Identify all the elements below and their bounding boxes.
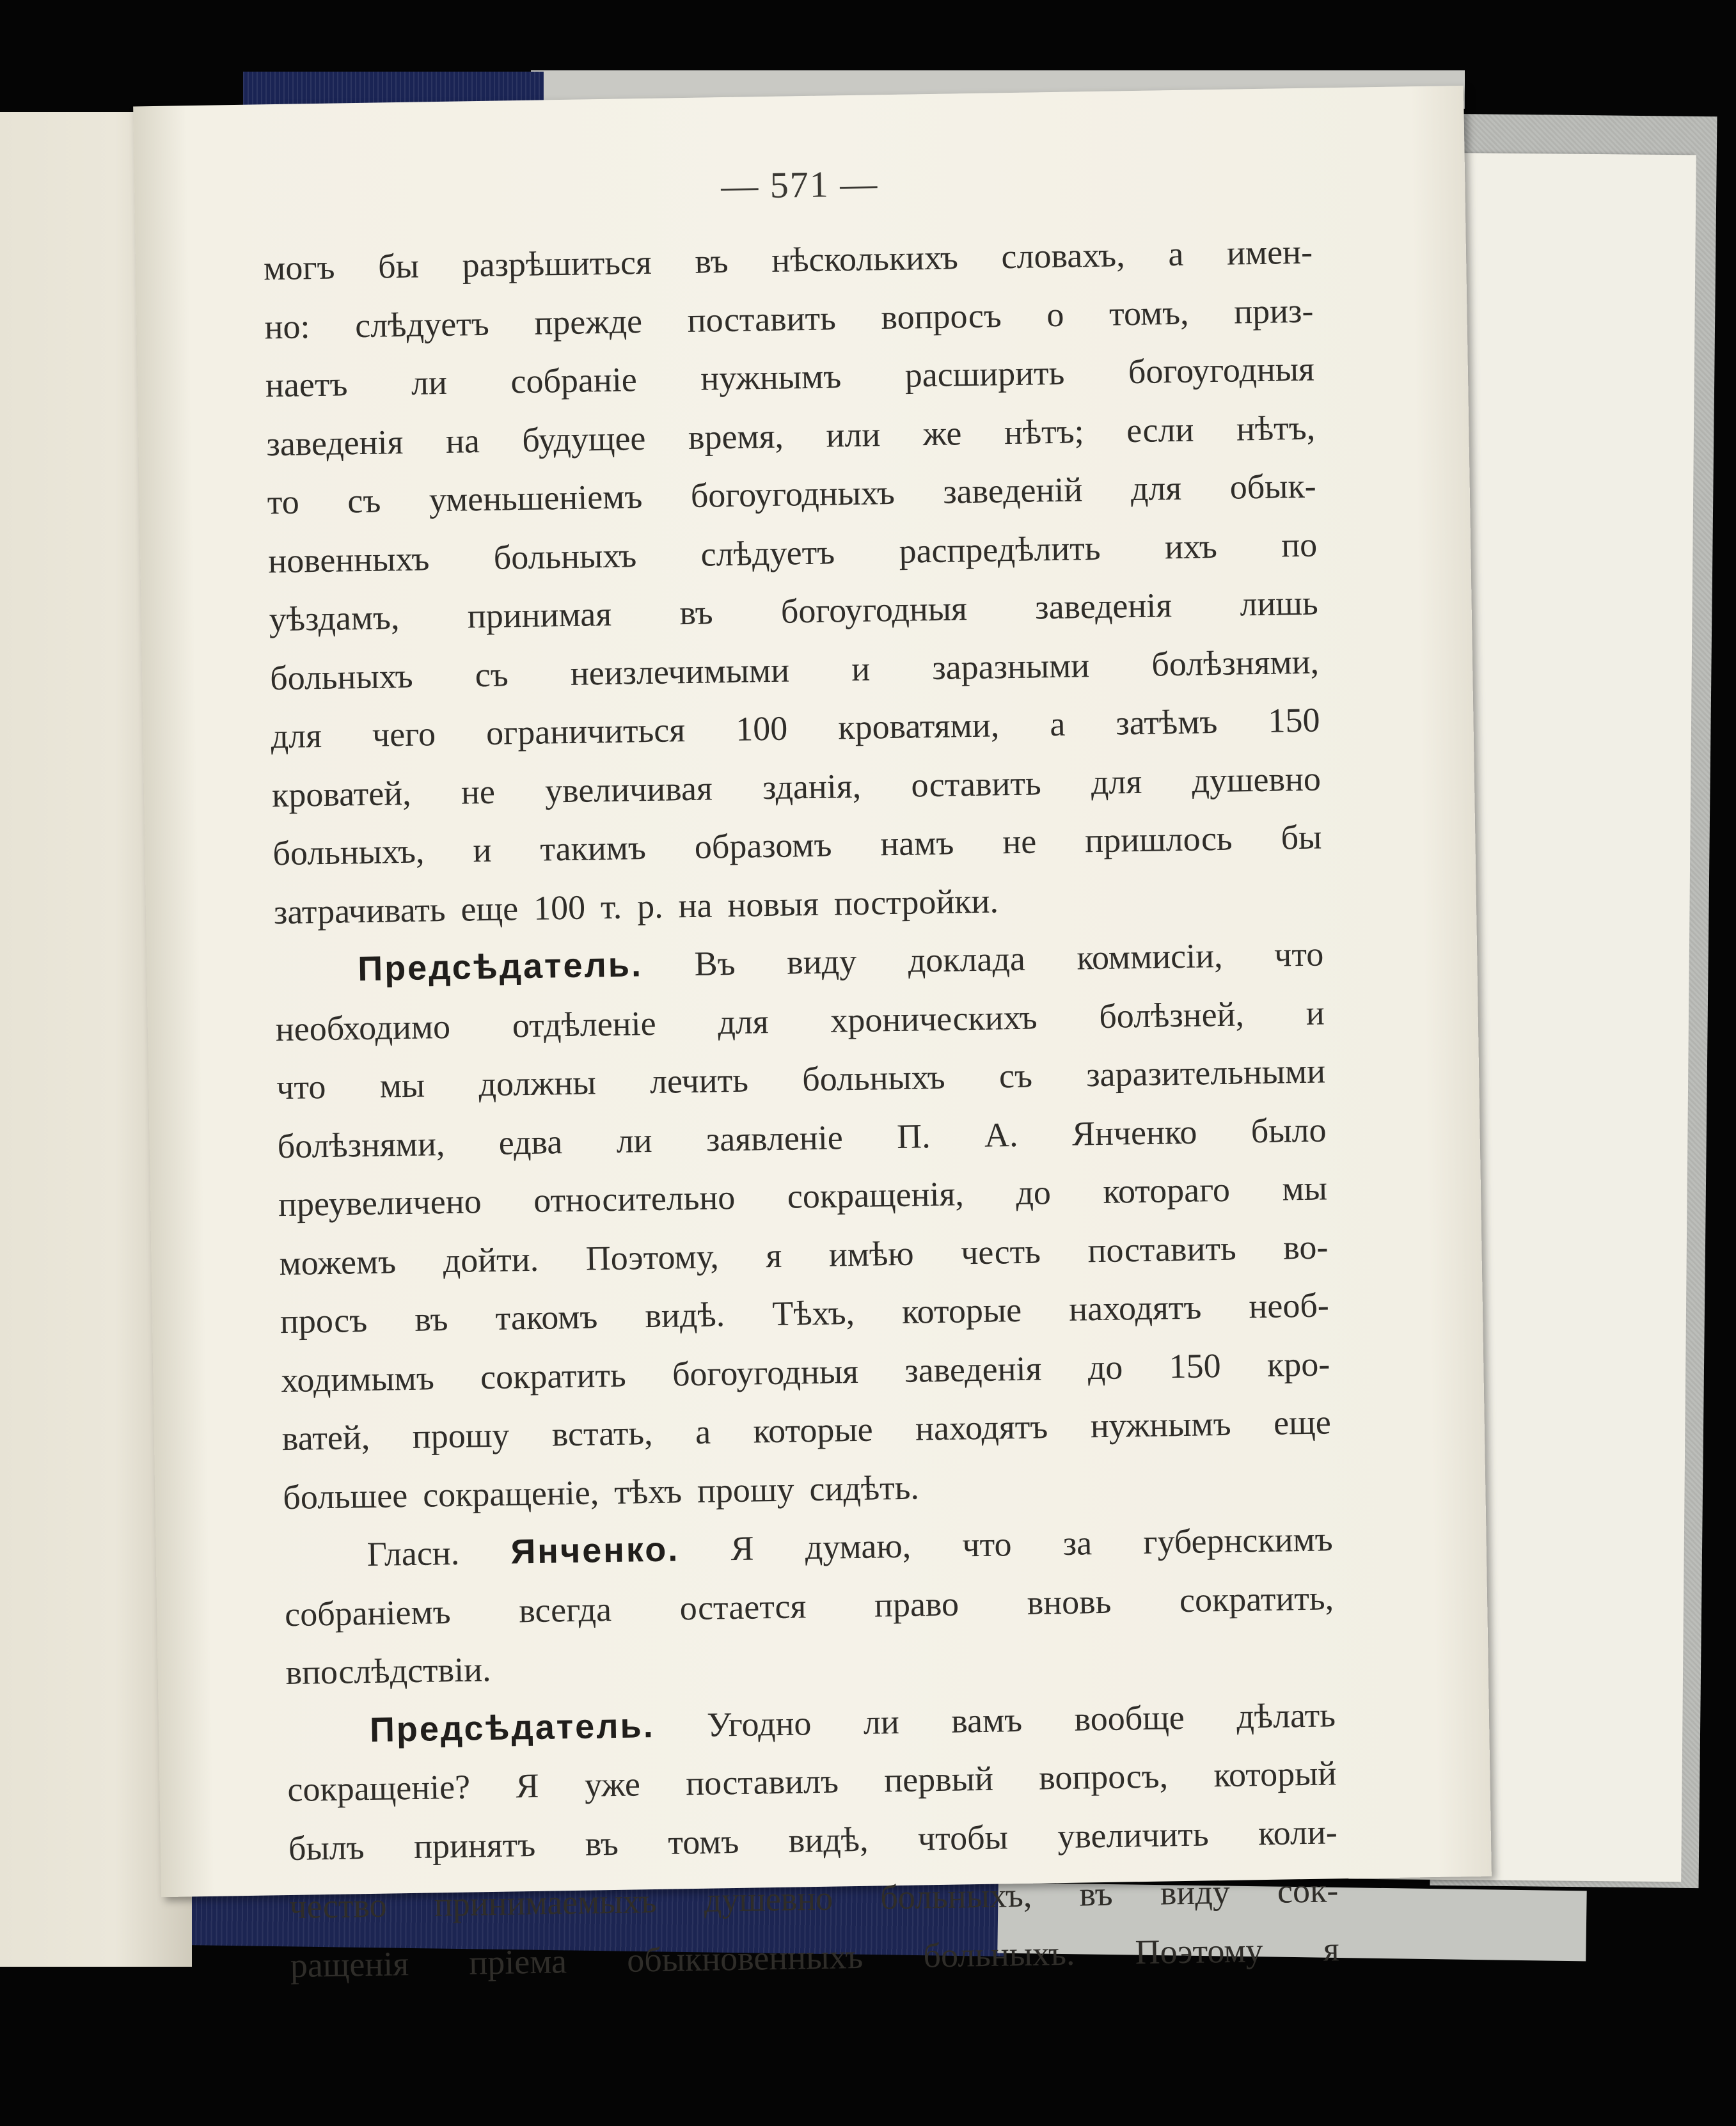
word: съ [347,481,381,521]
word: и [1306,993,1325,1032]
word: собраніе [510,360,638,401]
word: преувеличено [278,1182,482,1224]
word: заведенія [1034,586,1172,627]
word: виду [1160,1872,1231,1912]
word: съ [475,654,509,694]
word: большее [282,1476,408,1516]
word: постройки. [833,881,999,922]
word: поставить [1087,1229,1237,1270]
word: душевно [704,1878,833,1919]
word: но: [264,306,310,346]
word: прошу [412,1415,510,1456]
word: который [1213,1754,1337,1795]
word: котораго [1102,1170,1231,1211]
word: вопросъ [880,295,1002,336]
word: уменьшеніемъ [429,477,643,519]
word: тѣхъ [613,1471,683,1511]
word: въ [679,593,713,633]
word: чество [288,1886,388,1926]
word: пришлось [1084,819,1233,860]
word: просъ [280,1300,368,1341]
word: больныхъ [493,535,637,577]
word: сокращеніе? [287,1767,471,1809]
word: для [717,1002,769,1041]
word: право [874,1584,959,1625]
word: будущее [521,418,646,459]
word: что [276,1067,326,1107]
word: распредѣлить [899,528,1101,571]
speaker-name: Предсѣдатель. [369,1706,656,1749]
word: не [461,772,496,812]
word: относительно [533,1177,736,1220]
word: видѣ. [644,1295,725,1335]
word: заразительными [1085,1051,1326,1094]
word: а [695,1412,711,1451]
document-page [133,86,1492,1985]
word: можемъ [279,1241,397,1282]
word: мы [379,1066,425,1105]
word: Поэтому [1135,1930,1263,1971]
word: душевно [1191,759,1322,800]
word: ихъ [1164,526,1218,566]
word: хроническихъ [830,997,1038,1040]
word: 100 [735,709,788,748]
word: едва [498,1122,563,1162]
word: Я [730,1529,754,1568]
word: еще [461,888,519,929]
word: больныхъ. [923,1933,1075,1974]
word: остается [679,1586,807,1627]
word: сок- [1277,1871,1339,1910]
speaker-name: Предсѣдатель. [357,945,643,989]
word: прошу [697,1470,794,1510]
word: вообще [1074,1697,1185,1738]
word: что [1274,934,1324,974]
word: больныхъ, [880,1875,1032,1917]
word: заведенія [904,1348,1042,1390]
word: дойти. [443,1240,539,1280]
word: которые [901,1290,1022,1331]
word: бы [1281,817,1322,857]
word: еще [1273,1403,1332,1442]
word: зданія, [762,766,862,807]
word: Угодно [706,1703,812,1744]
word: больныхъ [801,1057,946,1099]
word: думаю, [805,1526,911,1567]
word: мы [1282,1169,1328,1208]
word: то [267,482,300,522]
word: лечить [649,1060,749,1101]
word: наетъ [265,365,348,405]
word: не [1002,822,1037,862]
word: поставилъ [685,1761,839,1803]
word: впослѣдствіи. [285,1650,491,1692]
word: встать, [551,1413,653,1454]
word: А. [984,1115,1018,1154]
word: заявленіе [706,1117,844,1159]
word: кроватями, [837,705,1000,747]
word: сокращенія, [787,1174,965,1216]
word: находятъ [1068,1287,1202,1328]
word: Я [515,1766,539,1806]
word: на [678,885,713,925]
word: по [1281,525,1318,564]
word: заведенія [265,422,404,463]
word: кроватей, [271,773,412,814]
word: сокращеніе, [422,1472,599,1515]
word: бы [377,246,420,286]
word: ходимымъ [280,1358,435,1399]
word: находятъ [915,1407,1048,1448]
word: болѣзнями, [1151,642,1320,684]
speaker-title: Гласн. [367,1533,460,1574]
word: имен- [1226,232,1313,272]
word: нѣтъ, [1236,408,1316,448]
word: сократить [480,1355,627,1396]
word: сократить, [1179,1578,1334,1619]
word: богоугодныя [780,589,968,631]
word: первый [883,1759,994,1800]
word: уже [584,1765,641,1804]
word: заразными [931,645,1090,687]
word: вамъ [951,1700,1023,1740]
word: на [445,421,480,461]
word: 150 [1267,700,1320,740]
word: новыя [727,884,819,924]
word: богоугодныя [672,1351,859,1394]
word: въ [1079,1874,1114,1914]
word: такимъ [539,828,647,869]
word: уѣздамъ, [269,598,400,639]
word: собраніемъ [284,1592,452,1634]
word: ли [616,1121,652,1160]
word: для [271,716,322,756]
word: время, [688,416,784,457]
word: отдѣленіе [512,1004,656,1044]
word: коли- [1258,1812,1338,1852]
word: честь [960,1231,1041,1272]
word: имѣю [828,1234,915,1274]
word: должны [478,1063,597,1104]
word: во- [1282,1227,1329,1266]
word: и [472,830,492,870]
word: увеличивая [544,768,713,810]
word: было [1251,1110,1327,1150]
word: я [765,1236,782,1275]
word: съ [998,1056,1033,1096]
word: нужнымъ [1090,1404,1232,1445]
word: ли [863,1702,900,1742]
word: расширить [904,353,1065,395]
word: принимаемыхъ [434,1882,657,1924]
word: пріема [468,1941,567,1982]
word: образомъ [694,825,832,866]
word: или [825,414,881,455]
word: затрачивать [273,890,446,931]
word: намъ [880,823,954,863]
speaker-name: Янченко. [510,1530,680,1571]
word: коммисіи, [1076,936,1223,977]
word: для [1130,468,1182,508]
word: ограничиться [485,711,686,752]
word: до [1087,1347,1123,1387]
word: въ [585,1823,619,1863]
word: принятъ [413,1825,536,1866]
word: слѣдуетъ [700,532,835,574]
word: Янченко [1071,1112,1197,1153]
word: оставить [910,763,1042,805]
word: вновь [1027,1582,1112,1622]
word: т. [600,887,622,926]
word: богоугодныя [1128,349,1315,391]
word: которые [753,1410,874,1451]
word: поставить [687,298,837,340]
word: что [961,1525,1012,1564]
word: обык- [1229,466,1317,507]
word: больныхъ, [272,831,425,873]
word: неизлечимыми [570,650,790,693]
word: прежде [533,301,643,342]
word: Тѣхъ, [771,1293,855,1334]
word: Въ [694,943,736,983]
word: могъ [263,248,335,288]
word: богоугодныхъ [690,473,896,515]
word: ватей, [281,1417,370,1458]
word: чего [372,714,436,754]
word: а [1049,704,1066,744]
word: нужнымъ [700,357,842,398]
word: такомъ [495,1297,598,1337]
word: а [1167,234,1184,274]
word: ли [411,363,448,402]
word: до [1015,1173,1052,1213]
word: Поэтому, [585,1236,720,1278]
word: виду [786,941,857,982]
word: томъ, [1109,293,1189,333]
word: я [1323,1929,1340,1969]
word: о [1046,295,1064,334]
word: видѣ, [788,1820,869,1860]
word: приз- [1233,291,1314,331]
word: нѣтъ; [1004,411,1085,452]
word: 150 [1169,1346,1222,1385]
word: слѣдуетъ [354,304,490,345]
word: лишь [1240,583,1319,624]
word: больныхъ [269,656,414,697]
word: принимая [467,594,612,636]
word: губернскимъ [1142,1520,1334,1561]
word: сидѣть. [809,1467,920,1508]
word: увеличить [1057,1814,1210,1855]
word: заведеній [942,470,1083,511]
word: томъ [667,1822,739,1862]
word: дѣлать [1236,1695,1336,1736]
word: вопросъ, [1038,1756,1169,1797]
word: необходимо [275,1007,451,1048]
word: ращенія [290,1944,409,1985]
word: р. [636,886,664,925]
page-number: — 571 — [720,162,879,207]
word: кро- [1266,1344,1330,1384]
word: если [1126,410,1194,450]
word: разрѣшиться [462,242,652,285]
word: въ [694,241,729,281]
word: всегда [518,1589,612,1630]
word: чтобы [917,1817,1009,1858]
word: нѣсколькихъ [771,238,959,280]
word: 100 [533,888,586,927]
word: же [922,413,962,453]
word: новенныхъ [267,539,430,580]
word: словахъ, [1001,235,1126,276]
word: доклада [908,939,1026,980]
word: необ- [1248,1286,1330,1326]
word: болѣзней, [1098,994,1245,1035]
word: и [851,649,871,688]
word: затѣмъ [1115,702,1218,743]
word: для [1091,762,1142,801]
word: за [1062,1524,1093,1563]
body-text [264,232,1340,2004]
word: болѣзнями, [277,1124,445,1165]
word: въ [414,1300,448,1339]
word: обыкновенныхъ [626,1937,864,1980]
word: П. [896,1116,931,1156]
word: былъ [288,1827,365,1868]
